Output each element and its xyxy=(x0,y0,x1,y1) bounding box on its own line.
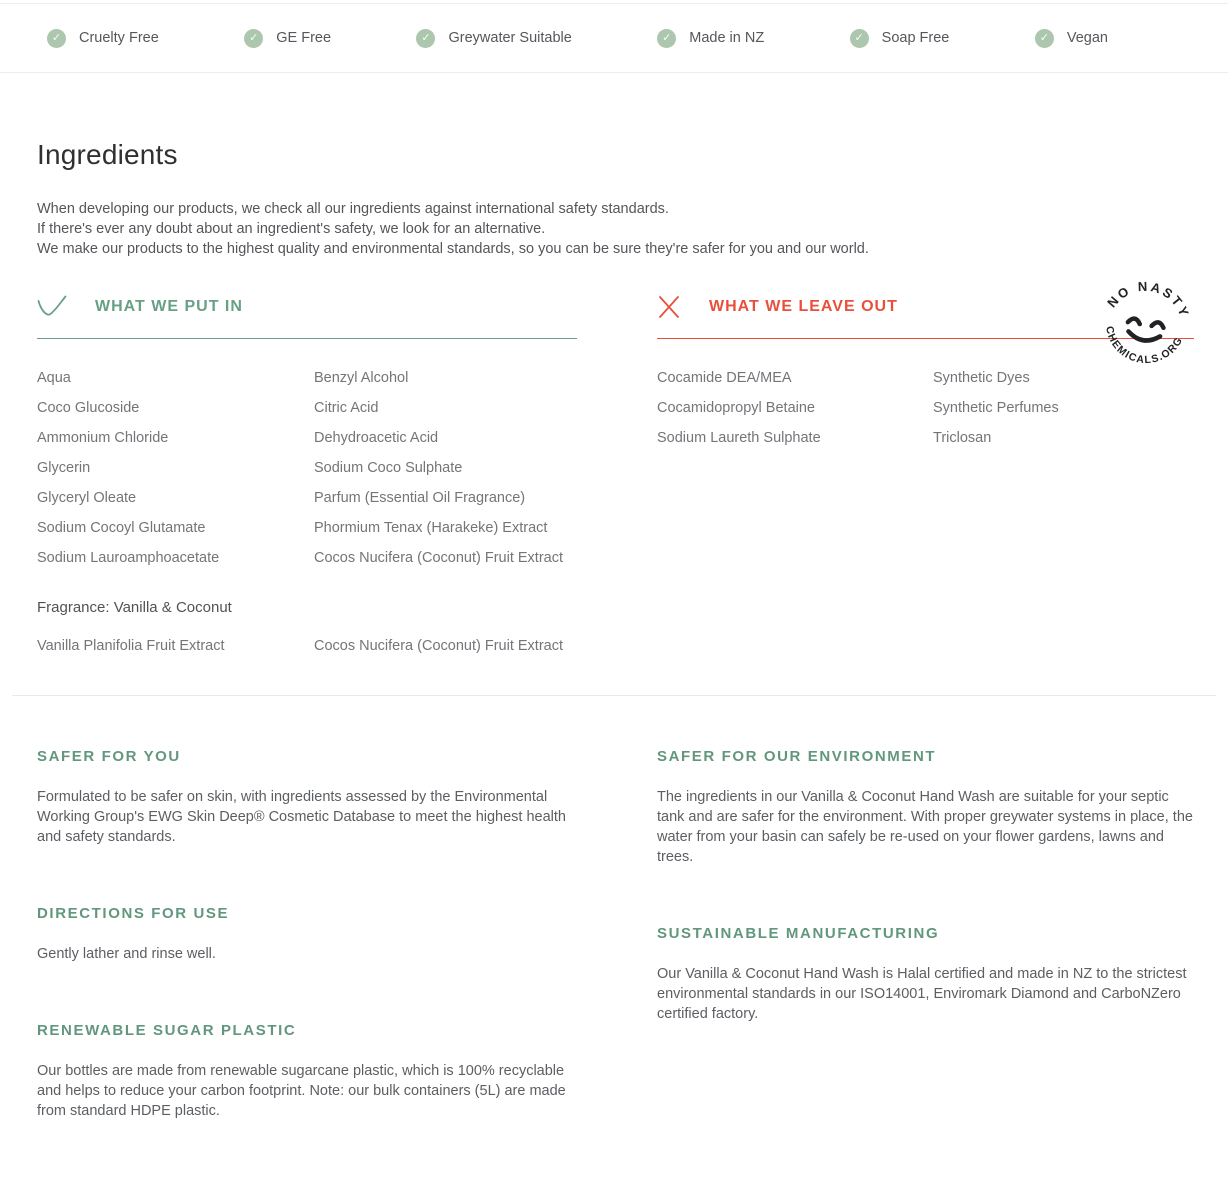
badge-ge-free xyxy=(244,29,331,48)
section-heading: RENEWABLE SUGAR PLASTIC xyxy=(37,1022,297,1039)
badge-label: Vegan xyxy=(1066,30,1108,46)
ingredient-item: Sodium Cocoyl Glutamate xyxy=(37,520,206,536)
what-we-put-in-group xyxy=(37,295,577,661)
badge-label: Soap Free xyxy=(881,30,950,46)
check-circle-icon: ✓ xyxy=(1035,29,1054,48)
ingredient-item: Glycerin xyxy=(37,460,91,476)
section-directions-for-use xyxy=(37,905,577,964)
section-sustainable-manufacturing xyxy=(657,925,1194,1024)
ingredient-item: Dehydroacetic Acid xyxy=(314,430,439,446)
badge-label: Greywater Suitable xyxy=(448,30,572,46)
section-heading: SAFER FOR OUR ENVIRONMENT xyxy=(657,748,937,765)
put-in-header xyxy=(37,295,577,339)
intro-paragraph xyxy=(37,199,1194,259)
svg-text:CHEMICALS.ORG: CHEMICALS.ORG xyxy=(1103,325,1186,367)
badge-label: GE Free xyxy=(276,30,332,46)
ingredient-item: Citric Acid xyxy=(314,400,379,416)
ingredient-item: Parfum (Essential Oil Fragrance) xyxy=(314,490,526,506)
badge-label: Cruelty Free xyxy=(79,30,159,46)
intro-line: We make our products to the highest quality and environmental standards, so you can be sure they're safer for you and our world. xyxy=(37,241,869,257)
badge-greywater-suitable xyxy=(416,29,571,48)
badge-cruelty-free xyxy=(47,29,159,48)
ingredient-item: Sodium Lauroamphoacetate xyxy=(37,550,220,566)
section-heading: SUSTAINABLE MANUFACTURING xyxy=(657,925,940,942)
leave-out-heading: WHAT WE LEAVE OUT xyxy=(709,298,898,315)
ingredient-item: Benzyl Alcohol xyxy=(314,370,409,386)
ingredient-item: Sodium Laureth Sulphate xyxy=(657,430,821,446)
section-body: Gently lather and rinse well. xyxy=(37,946,216,962)
x-icon xyxy=(657,295,681,319)
put-in-list xyxy=(37,363,577,573)
ingredients-section xyxy=(0,139,1228,661)
ingredient-item: Cocos Nucifera (Coconut) Fruit Extract xyxy=(314,638,563,654)
no-nasty-chemicals-logo xyxy=(1096,271,1196,375)
check-circle-icon: ✓ xyxy=(244,29,263,48)
ingredient-item: Triclosan xyxy=(933,430,992,446)
check-icon xyxy=(37,295,67,319)
ingredient-item: Phormium Tenax (Harakeke) Extract xyxy=(314,520,548,536)
smiley-badge-icon xyxy=(1096,271,1196,375)
fragrance-list xyxy=(37,631,577,661)
ingredient-item: Cocamide DEA/MEA xyxy=(657,370,792,386)
check-circle-icon: ✓ xyxy=(657,29,676,48)
ingredient-item: Cocos Nucifera (Coconut) Fruit Extract xyxy=(314,550,563,566)
certification-badge-bar xyxy=(0,3,1228,73)
check-circle-icon: ✓ xyxy=(850,29,869,48)
section-body: Our bottles are made from renewable sugarcane plastic, which is 100% recyclable and helps to reduce your carbon footprint. Note: our bulk containers (5L) are made from standard HDPE plastic. xyxy=(37,1063,566,1119)
fragrance-label: Fragrance: Vanilla & Coconut xyxy=(37,599,232,616)
ingredient-item: Coco Glucoside xyxy=(37,400,140,416)
svg-text:NO NASTY: NO NASTY xyxy=(1104,278,1193,321)
ingredient-item: Ammonium Chloride xyxy=(37,430,169,446)
intro-line: If there's ever any doubt about an ingredient's safety, we look for an alternative. xyxy=(37,221,546,237)
info-column-right xyxy=(657,748,1194,1179)
ingredient-item: Cocamidopropyl Betaine xyxy=(657,400,815,416)
leave-out-list xyxy=(657,363,1194,453)
check-circle-icon: ✓ xyxy=(416,29,435,48)
check-circle-icon: ✓ xyxy=(47,29,66,48)
put-in-heading: WHAT WE PUT IN xyxy=(95,298,243,315)
section-safer-for-environment xyxy=(657,748,1194,867)
info-sections xyxy=(0,748,1228,1179)
ingredient-item: Sodium Coco Sulphate xyxy=(314,460,463,476)
info-column-left xyxy=(37,748,577,1179)
page-title: Ingredients xyxy=(37,139,178,170)
section-heading: SAFER FOR YOU xyxy=(37,748,181,765)
badge-label: Made in NZ xyxy=(689,30,765,46)
section-body: Formulated to be safer on skin, with ingredients assessed by the Environmental Working Group's EWG Skin Deep® Cosmetic Database to meet the highest health and safety standards. xyxy=(37,789,566,845)
section-renewable-sugar-plastic xyxy=(37,1022,577,1121)
section-heading: DIRECTIONS FOR USE xyxy=(37,905,230,922)
ingredient-item: Synthetic Perfumes xyxy=(933,400,1059,416)
section-divider xyxy=(12,695,1216,696)
ingredient-item: Vanilla Planifolia Fruit Extract xyxy=(37,638,225,654)
section-safer-for-you xyxy=(37,748,577,847)
section-body: The ingredients in our Vanilla & Coconut Hand Wash are suitable for your septic tank and are safer for the environment. With proper greywater systems in place, the water from your basin can safely be re-used on your flower gardens, lawns and trees. xyxy=(657,789,1193,865)
badge-vegan xyxy=(1035,29,1108,48)
badge-made-in-nz xyxy=(657,29,764,48)
ingredient-item: Glyceryl Oleate xyxy=(37,490,137,506)
ingredient-item: Synthetic Dyes xyxy=(933,370,1030,386)
intro-line: When developing our products, we check all our ingredients against international safety standards. xyxy=(37,201,669,217)
section-body: Our Vanilla & Coconut Hand Wash is Halal certified and made in NZ to the strictest environmental standards in our ISO14001, Enviromark Diamond and CarboNZero certified factory. xyxy=(657,966,1187,1022)
badge-soap-free xyxy=(850,29,950,48)
ingredient-item: Aqua xyxy=(37,370,71,386)
